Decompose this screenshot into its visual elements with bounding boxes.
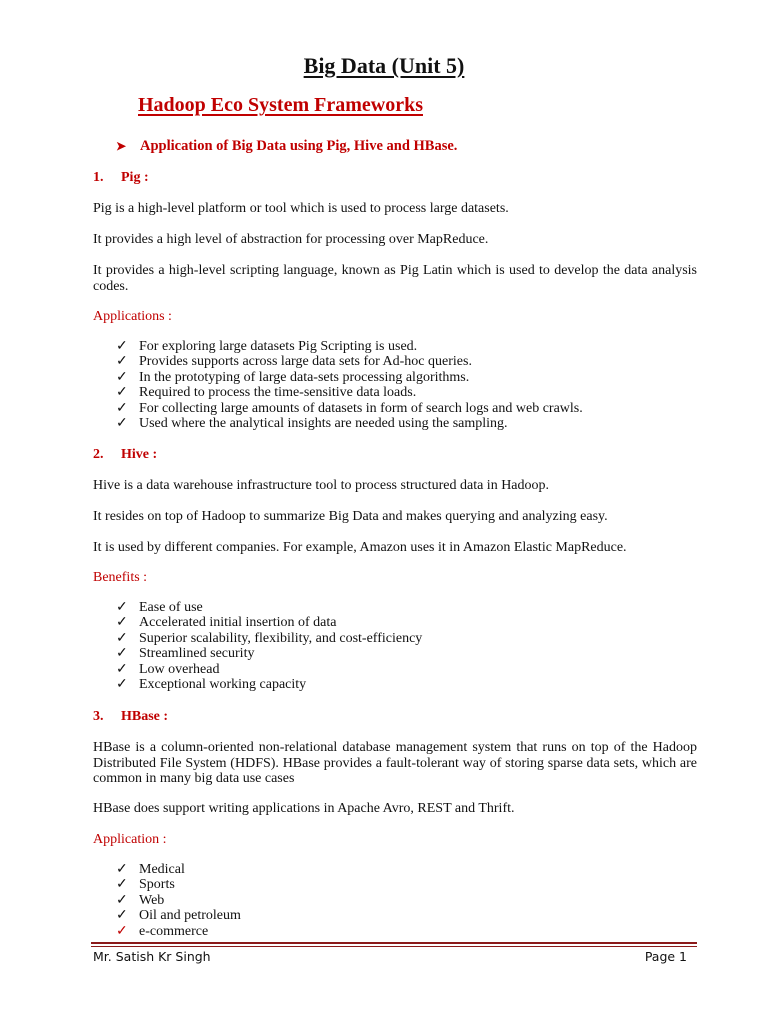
list-item: ✓ Provides supports across large data sets for Ad-hoc queries. bbox=[116, 354, 472, 370]
hive-list-label: Benefits : bbox=[93, 570, 148, 585]
list-item: ✓ Web bbox=[116, 892, 165, 908]
page-title: Big Data (Unit 5) bbox=[303, 53, 465, 78]
pig-para-1: Pig is a high-level platform or tool which is used to process large datasets. bbox=[93, 201, 509, 216]
checkmark-icon: ✓ bbox=[116, 892, 128, 908]
checkmark-icon: ✓ bbox=[116, 354, 128, 370]
checkmark-icon: ✓ bbox=[116, 908, 128, 924]
pig-para-3: It provides a high-level scripting language, known as Pig Latin which is used to develop the data analysis codes. bbox=[93, 263, 697, 294]
hive-para-2: It resides on top of Hadoop to summarize Big Data and makes querying and analyzing easy. bbox=[93, 509, 608, 524]
list-item: ✓ Sports bbox=[116, 877, 175, 893]
checkmark-icon: ✓ bbox=[116, 877, 128, 893]
bullet-heading bbox=[116, 138, 457, 155]
checkmark-icon: ✓ bbox=[116, 677, 128, 693]
hbase-para-2: HBase does support writing applications in Apache Avro, REST and Thrift. bbox=[93, 801, 515, 816]
checkmark-icon: ✓ bbox=[116, 923, 128, 939]
pig-para-2: It provides a high level of abstraction for processing over MapReduce. bbox=[93, 232, 489, 247]
hbase-applications-list bbox=[116, 862, 241, 939]
hbase-list-label: Application : bbox=[93, 832, 167, 847]
list-item: ✓ Streamlined security bbox=[116, 646, 255, 662]
bullet-heading-text: Application of Big Data using Pig, Hive and HBase. bbox=[140, 138, 458, 154]
footer-author: Mr. Satish Kr Singh bbox=[93, 949, 211, 964]
footer-page-number: Page 1 bbox=[644, 949, 687, 964]
list-item: ✓ Exceptional working capacity bbox=[116, 677, 307, 693]
list-item: ✓ Ease of use bbox=[116, 600, 203, 615]
list-item: ✓ For exploring large datasets Pig Scripting is used. bbox=[116, 339, 418, 354]
footer-rule bbox=[91, 942, 697, 944]
pig-list-label: Applications : bbox=[93, 309, 172, 324]
list-item: ✓ Required to process the time-sensitive data loads. bbox=[116, 385, 417, 401]
list-item: ✓ In the prototyping of large data-sets processing algorithms. bbox=[116, 369, 470, 385]
hbase-heading: 3. HBase : bbox=[93, 709, 169, 724]
section-title: Hadoop Eco System Frameworks bbox=[138, 94, 423, 116]
hive-benefits-list bbox=[116, 600, 422, 692]
checkmark-icon: ✓ bbox=[116, 339, 128, 354]
pig-applications-list bbox=[116, 339, 583, 431]
pig-heading: 1. Pig : bbox=[93, 170, 149, 185]
list-item: ✓ Low overhead bbox=[116, 661, 220, 677]
checkmark-icon: ✓ bbox=[116, 615, 128, 631]
checkmark-icon: ✓ bbox=[116, 369, 128, 385]
hive-para-1: Hive is a data warehouse infrastructure tool to process structured data in Hadoop. bbox=[93, 478, 550, 493]
list-item: ✓ Superior scalability, flexibility, and cost-efficiency bbox=[116, 630, 423, 646]
checkmark-icon: ✓ bbox=[116, 661, 128, 677]
list-item: ✓ For collecting large amounts of datasets in form of search logs and web crawls. bbox=[116, 400, 583, 416]
list-item: ✓ e-commerce bbox=[116, 923, 209, 939]
checkmark-icon: ✓ bbox=[116, 646, 128, 662]
list-item: ✓ Accelerated initial insertion of data bbox=[116, 615, 337, 631]
checkmark-icon: ✓ bbox=[116, 600, 128, 615]
checkmark-icon: ✓ bbox=[116, 385, 128, 401]
list-item: ✓ Medical bbox=[116, 862, 185, 877]
checkmark-icon: ✓ bbox=[116, 400, 128, 416]
hive-para-3: It is used by different companies. For example, Amazon uses it in Amazon Elastic MapReduce. bbox=[93, 540, 627, 555]
footer-rule-thin bbox=[91, 946, 697, 947]
hbase-para-1: HBase is a column-oriented non-relational database management system that runs on top of the Hadoop Distributed File System (HDFS). HBase provides a fault-tolerant way of storing sparse data sets, which are common in many big data use cases bbox=[93, 740, 697, 786]
checkmark-icon: ✓ bbox=[116, 416, 128, 432]
arrow-bullet-icon: ➤ bbox=[116, 139, 127, 153]
list-item: ✓ Used where the analytical insights are needed using the sampling. bbox=[116, 416, 508, 432]
checkmark-icon: ✓ bbox=[116, 630, 128, 646]
hive-heading: 2. Hive : bbox=[93, 447, 158, 462]
checkmark-icon: ✓ bbox=[116, 862, 128, 877]
list-item: ✓ Oil and petroleum bbox=[116, 908, 241, 924]
